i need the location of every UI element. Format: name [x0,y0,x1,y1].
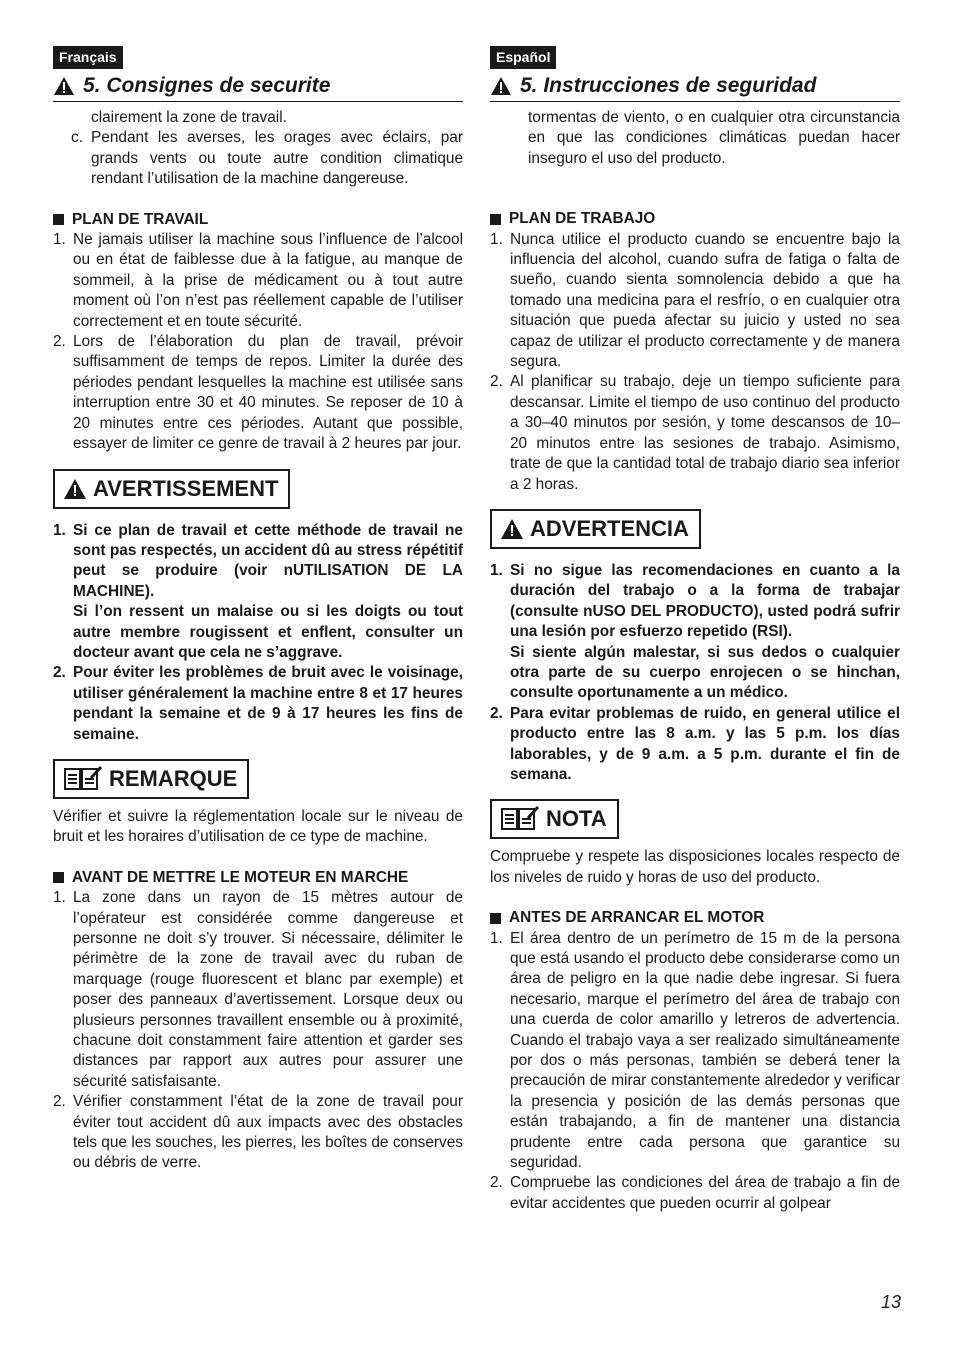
plan-heading-fr [53,210,463,230]
item-text: Pour éviter les problèmes de bruit avec le voisinage, utiliser généralement la machine entre 8 et 17 heures pendant la semaine et de 9 à 17 heures les fins de semaine. [73,664,463,743]
warning-label: ADVERTENCIA [530,515,689,541]
item-text: Si no sigue las recomendaciones en cuanto a la duración del trabajo o a la forma de trabajar (consulte nUSO DEL PRODUCTO), usted podrá sufrir una lesión por esfuerzo repetido (RSI). [510,561,900,641]
item-text: Al planificar su trabajo, deje un tiempo suficiente para descansar. Limite el tiempo de uso continuo del producto a 30–40 minutos por sesión, y tome descansos de 10–20 minutos entre las sesiones de trabajo. Asimismo, trate de que la cantidad total de trabajo diario sea inferior a 2 horas. [510,373,900,493]
warning-list-fr [53,521,463,745]
intro-text-es [490,108,900,169]
warning-triangle-icon [63,478,87,500]
plan-heading-es [490,209,900,229]
engine-list-es [490,929,900,1215]
square-bullet-icon [490,913,501,924]
item-number: 2. [490,704,503,722]
item-text-continued: Si l’on ressent un malaise ou si les doigts ou tout autre membre rougissent et enflent, consulter un docteur avant que cela ne s’aggrave. [73,603,463,661]
warning-triangle-icon [53,76,75,96]
item-text: Ne jamais utiliser la machine sous l’influence de l’alcool ou en état de faiblesse due à la fatigue, au manque de sommeil, à la prise de médicament ou à tout autre moment où l’on n’est pas réellement capable de l’utiliser correctement et en toute sécurité. [73,231,463,330]
language-tab-es: Español [490,46,556,69]
french-column [53,46,463,1174]
square-bullet-icon [490,214,501,225]
item-text: Nunca utilice el producto cuando se encuentre bajo la influencia del alcohol, cuando sufra de fatiga o falta de sueño, cuando sienta somnolencia debido a que ha tomado una medicina para el resfrío, o en cualquier otra situación que pueda afectar su juicio y usted no sea capaz de utilizar el producto correctamente y de manera segura. [510,230,900,371]
engine-heading-es [490,908,900,928]
note-box-fr [53,759,249,799]
plan-list-es [490,230,900,495]
list-item [490,929,900,1174]
heading-text: AVANT DE METTRE LE MOTEUR EN MARCHE [72,868,409,886]
item-number: 2. [490,1174,503,1192]
note-label: NOTA [546,806,607,832]
item-number: 2. [53,664,66,682]
spanish-column [490,46,900,1214]
item-number: 1. [490,230,503,248]
engine-list-fr [53,888,463,1174]
item-number: 1. [53,521,66,539]
warning-triangle-icon [490,76,512,96]
item-number: 1. [490,561,503,579]
heading-text: ANTES DE ARRANCAR EL MOTOR [509,909,765,927]
section-header-es [490,69,900,102]
list-item [53,1092,463,1174]
list-item [53,332,463,454]
item-number: 1. [490,929,503,947]
warning-box-es [490,509,701,549]
list-item [490,372,900,494]
list-item [490,230,900,373]
section-title-es: 5. Instrucciones de seguridad [520,74,817,97]
warning-box-fr [53,469,290,509]
intro-continuation: clairement la zone de travail. [91,109,287,126]
item-text: El área dentro de un perímetro de 15 m de la persona que está usando el producto debe considerarse como un área de peligro en la que nadie debe ingresar. Si fuera necesario, marque el perímetro del área de trabajo con una cuerda de color amarillo y letreros de advertencia. Cuando el trabajo vaya a ser realizado simultáneamente por dos o más personas, también se deberá tener la precaución de mirar constantemente alrededor y verificar la presencia y posición de las demás personas que están trabajando, a fin de mantener una distancia prudente entre cada persona que garantice su seguridad. [510,929,900,1172]
item-text: Pendant les averses, les orages avec éclairs, par grands vents ou toute autre condition climatique rendant l’utilisation de la machine dangereuse. [91,129,463,188]
note-text-fr: Vérifier et suivre la réglementation locale sur le niveau de bruit et les horaires d’utilisation de ce type de machine. [53,807,463,846]
warning-label: AVERTISSEMENT [93,475,279,501]
plan-list-fr [53,230,463,454]
note-book-icon [63,766,103,792]
language-tab-fr: Français [53,46,123,69]
item-number: 2. [490,373,503,391]
intro-item-c [53,128,463,189]
note-text-es: Compruebe y respete las disposiciones locales respecto de los niveles de ruido y horas de uso del producto. [490,848,900,886]
item-number: 1. [53,231,66,249]
item-number: 1. [53,889,66,907]
item-marker: c. [71,129,83,147]
list-item [53,663,463,745]
item-number: 2. [53,333,66,351]
note-label: REMARQUE [109,765,238,791]
item-number: 2. [53,1093,66,1111]
heading-text: PLAN DE TRABAJO [509,210,656,228]
item-text: Si ce plan de travail et cette méthode de travail ne sont pas respectés, un accident dû au stress répétitif peut se produire (voir nUTILISATION DE LA MACHINE). [73,521,463,600]
intro-continuation: tormentas de viento, o en cualquier otra circunstancia en que las condiciones climáticas puedan hacer inseguro el uso del producto. [528,109,900,167]
list-item [490,1173,900,1214]
list-item [53,888,463,1092]
note-box-es [490,799,619,839]
list-item [490,704,900,786]
list-item [53,521,463,664]
item-text: Vérifier constamment l’état de la zone de travail pour éviter tout accident dû aux impacts avec des obstacles tels que les souches, les pierres, les boîtes de conserves ou débris de verre. [73,1093,463,1172]
engine-heading-fr [53,868,463,888]
item-text-continued: Si siente algún malestar, si sus dedos o cualquier otra parte de su cuerpo enrojecen o se hinchan, consulte oportunamente a un médico. [510,643,900,702]
square-bullet-icon [53,214,64,225]
square-bullet-icon [53,872,64,883]
warning-triangle-icon [500,518,524,540]
list-item [53,230,463,332]
section-title-fr: 5. Consignes de securite [83,74,331,97]
list-item [490,561,900,704]
page-number: 13 [880,1292,901,1312]
item-text: Compruebe las condiciones del área de trabajo a fin de evitar accidentes que pueden ocurrir al golpear [510,1174,900,1212]
intro-text-fr [53,108,463,190]
item-text: La zone dans un rayon de 15 mètres autour de l’opérateur est considérée comme dangereuse et personne ne doit s’y trouver. Si nécessaire, délimiter le périmètre de la zone de travail avec du ruban de marquage (rouge fluorescent et blanc par exemple) et poser des panneaux d’avertissement. Lorsque deux ou plusieurs personnes travaillent ensemble ou à proximité, chacune doit constamment faire attention et garder ses distances par rapport aux autres pour assurer une sécurité satisfaisante. [73,889,463,1090]
warning-list-es [490,561,900,785]
item-text: Lors de l’élaboration du plan de travail, prévoir suffisamment de temps de repos. Limiter la durée des périodes pendant lesquelles la machine est utilisée sans interruption entre 30 et 40 minutes. Se reposer de 10 à 20 minutes entre ces périodes. Autant que possible, essayer de limiter ce genre de travail à 2 heures par jour. [73,333,463,453]
heading-text: PLAN DE TRAVAIL [72,210,209,228]
item-text: Para evitar problemas de ruido, en general utilice el producto entre las 8 a.m. y las 5 p.m. los días laborables, y de 9 a.m. a 5 p.m. durante el fin de semana. [510,704,900,783]
note-book-icon [500,806,540,832]
section-header-fr [53,69,463,102]
